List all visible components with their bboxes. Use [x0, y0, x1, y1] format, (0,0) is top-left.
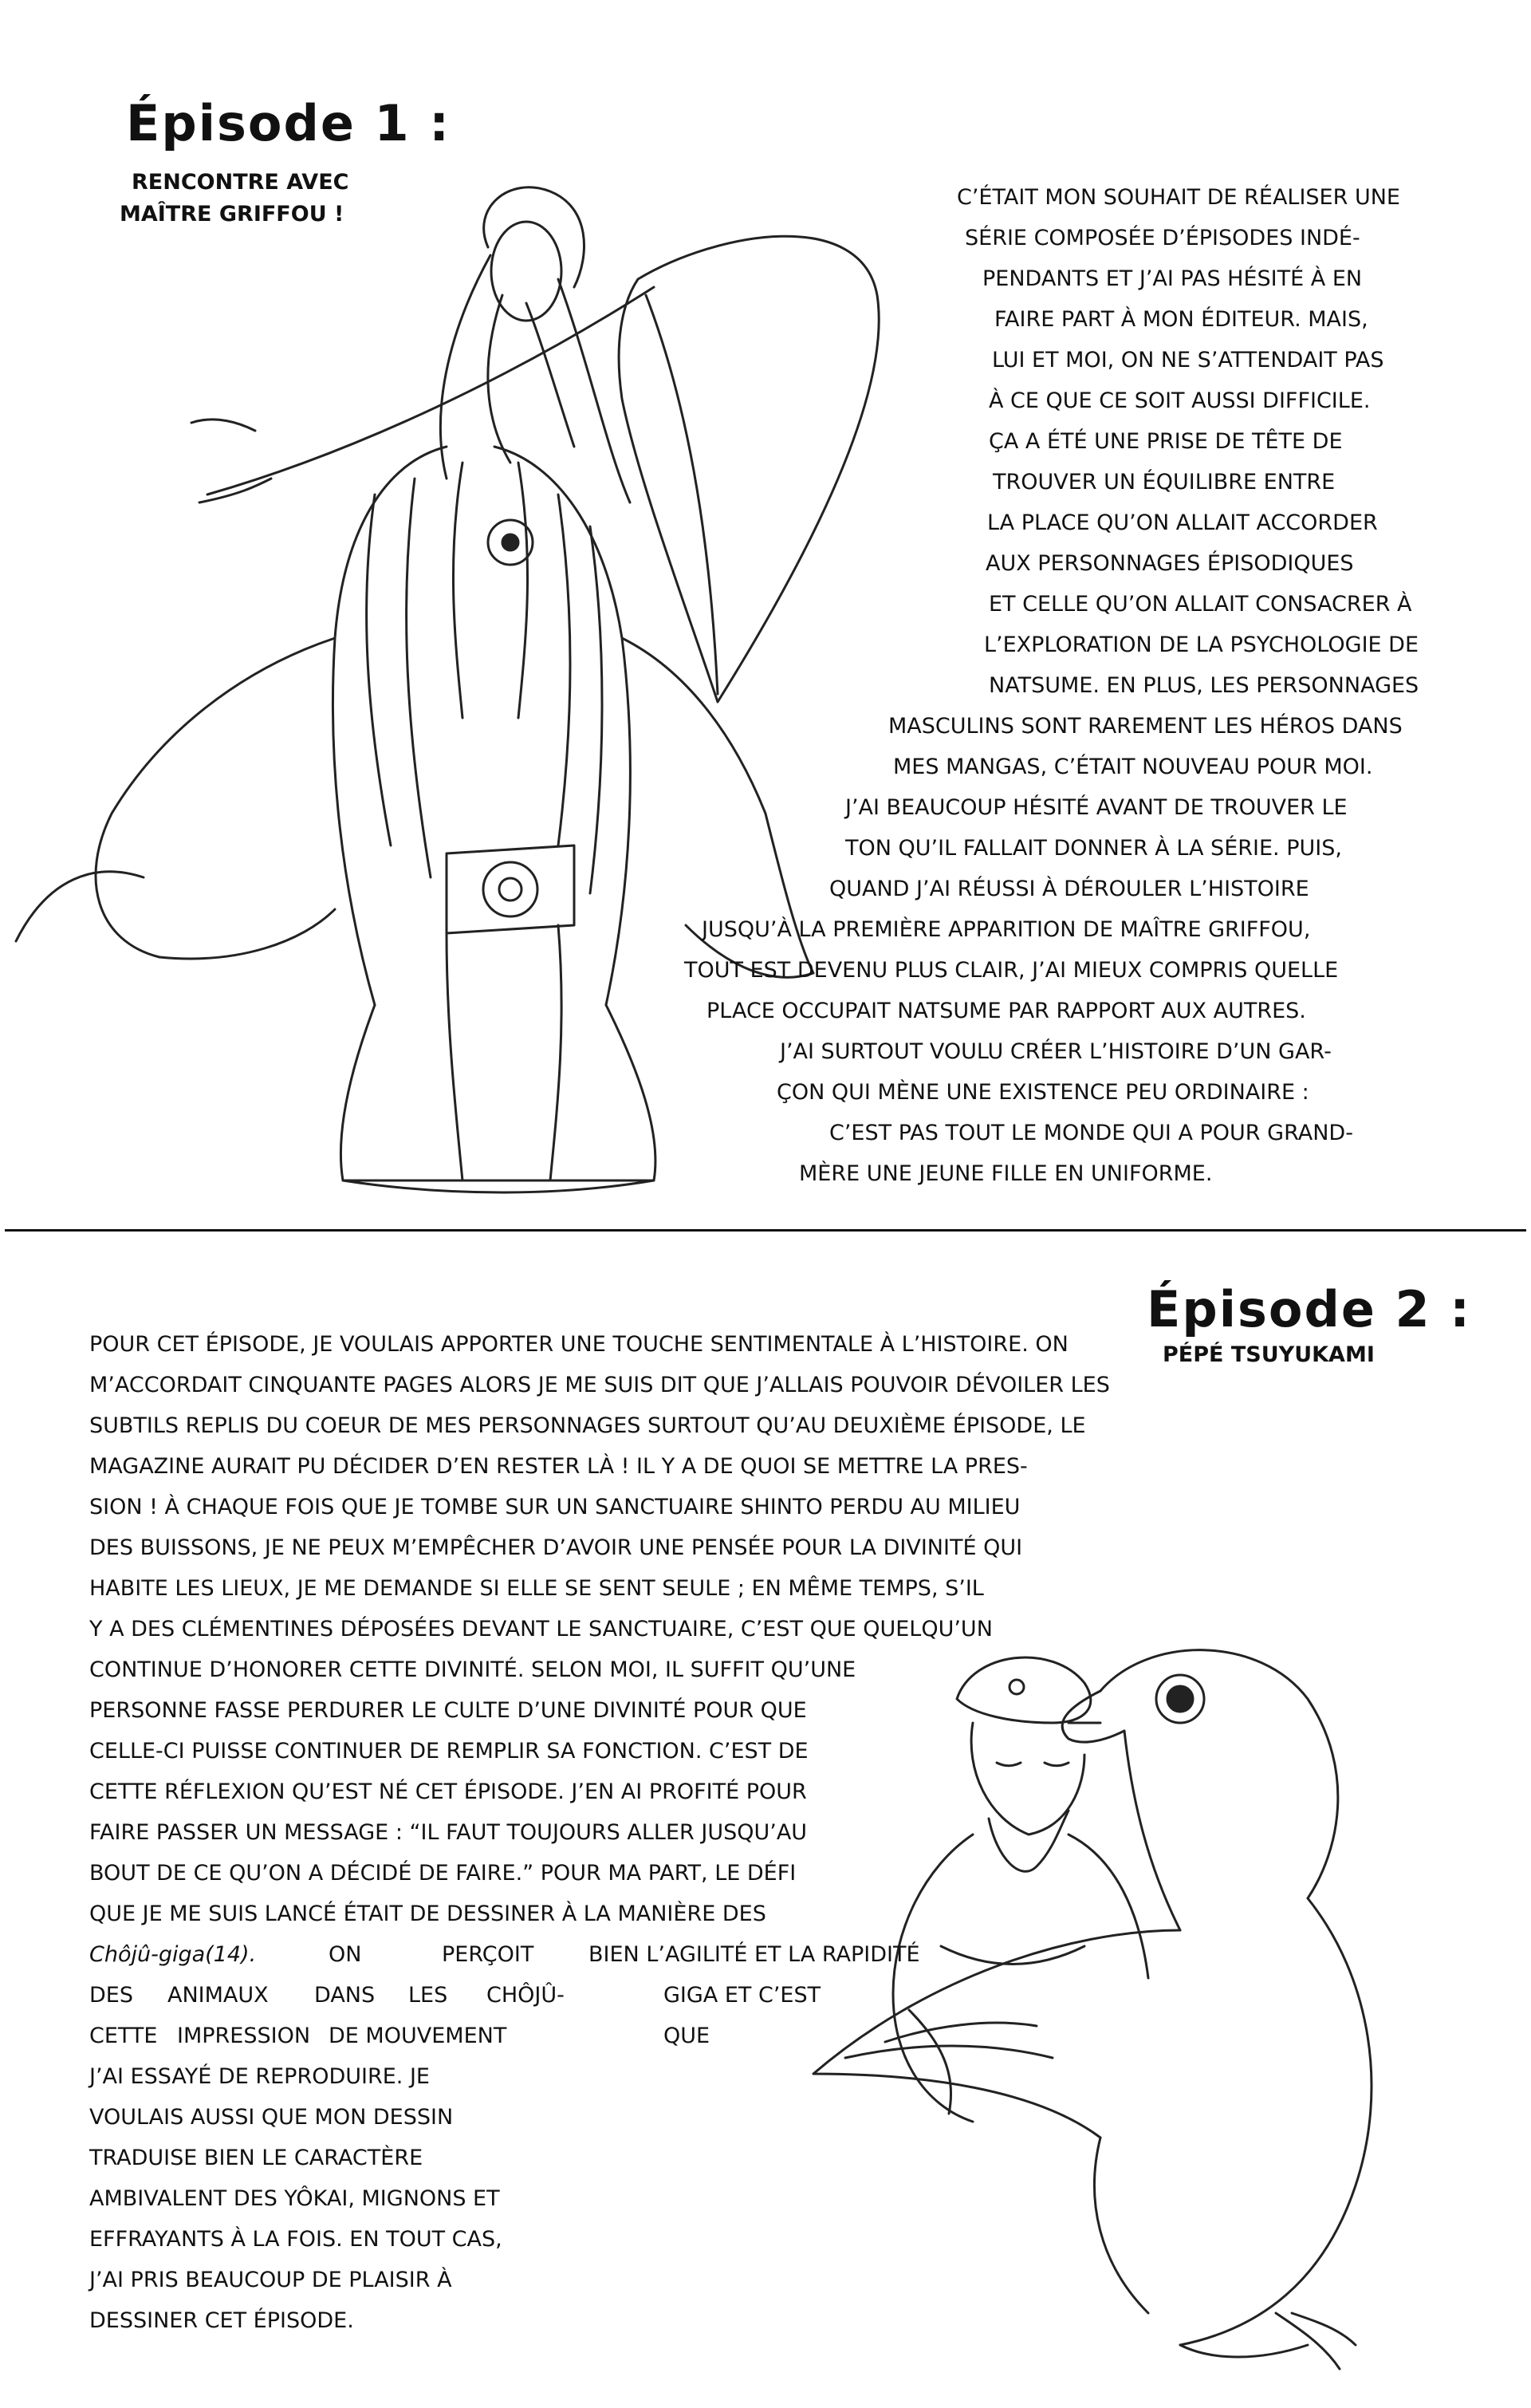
- text-fragment: GIGA ET C’EST: [663, 1983, 821, 2008]
- text-line: ÇON QUI MÈNE UNE EXISTENCE PEU ORDINAIRE :: [777, 1080, 1309, 1105]
- section-divider: [5, 1229, 1526, 1232]
- episode-2-title: Épisode 2 :: [1147, 1280, 1472, 1338]
- text-line: J’AI PRIS BEAUCOUP DE PLAISIR À: [89, 2268, 452, 2292]
- text-fragment: IMPRESSION: [177, 2024, 311, 2048]
- episode-1-subtitle-line-1: RENCONTRE AVEC: [132, 170, 349, 195]
- text-line: MASCULINS SONT RAREMENT LES HÉROS DANS: [888, 714, 1403, 739]
- text-line: LA PLACE QU’ON ALLAIT ACCORDER: [987, 510, 1378, 535]
- text-line: CELLE-CI PUISSE CONTINUER DE REMPLIR SA FONCTION. C’EST DE: [89, 1739, 809, 1764]
- yokai-woman-illustration: [0, 160, 909, 1212]
- text-line: PENDANTS ET J’AI PAS HÉSITÉ À EN: [982, 266, 1363, 291]
- text-line: ÇA A ÉTÉ UNE PRISE DE TÊTE DE: [989, 429, 1343, 454]
- text-line: MAGAZINE AURAIT PU DÉCIDER D’EN RESTER LÀ ! IL Y A DE QUOI SE METTRE LA PRES-: [89, 1454, 1028, 1479]
- text-fragment: CETTE: [89, 2024, 158, 2048]
- text-line: CONTINUE D’HONORER CETTE DIVINITÉ. SELON MOI, IL SUFFIT QU’UNE: [89, 1657, 856, 1682]
- text-line: TOUT EST DEVENU PLUS CLAIR, J’AI MIEUX COMPRIS QUELLE: [684, 958, 1339, 983]
- text-line: J’AI ESSAYÉ DE REPRODUIRE. JE: [89, 2064, 430, 2089]
- text-line: SUBTILS REPLIS DU COEUR DE MES PERSONNAGES SURTOUT QU’AU DEUXIÈME ÉPISODE, LE: [89, 1413, 1086, 1438]
- text-line: QUE JE ME SUIS LANCÉ ÉTAIT DE DESSINER À LA MANIÈRE DES: [89, 1902, 766, 1926]
- text-line: CETTE RÉFLEXION QU’EST NÉ CET ÉPISODE. J’EN AI PROFITÉ POUR: [89, 1779, 807, 1804]
- text-line: LUI ET MOI, ON NE S’ATTENDAIT PAS: [992, 348, 1384, 372]
- text-line: À CE QUE CE SOIT AUSSI DIFFICILE.: [989, 388, 1371, 413]
- text-line: C’EST PAS TOUT LE MONDE QUI A POUR GRAND-: [829, 1121, 1353, 1145]
- text-fragment: DE MOUVEMENT: [329, 2024, 507, 2048]
- text-line: PERSONNE FASSE PERDURER LE CULTE D’UNE DIVINITÉ POUR QUE: [89, 1698, 807, 1723]
- episode-2-subtitle: PÉPÉ TSUYUKAMI: [1163, 1342, 1375, 1367]
- text-line: VOULAIS AUSSI QUE MON DESSIN: [89, 2105, 454, 2130]
- text-line: M’ACCORDAIT CINQUANTE PAGES ALORS JE ME SUIS DIT QUE J’ALLAIS POUVOIR DÉVOILER LES: [89, 1373, 1110, 1397]
- text-fragment: Chôjû-giga(14).: [89, 1942, 257, 1967]
- text-line: MÈRE UNE JEUNE FILLE EN UNIFORME.: [799, 1161, 1213, 1186]
- text-line: TON QU’IL FALLAIT DONNER À LA SÉRIE. PUIS,: [845, 836, 1342, 861]
- text-line: DESSINER CET ÉPISODE.: [89, 2308, 354, 2333]
- text-fragment: CHÔJÛ-: [486, 1983, 565, 2008]
- text-line: NATSUME. EN PLUS, LES PERSONNAGES: [989, 673, 1419, 698]
- episode-1-subtitle-line-2: MAÎTRE GRIFFOU !: [120, 202, 344, 227]
- text-line: POUR CET ÉPISODE, JE VOULAIS APPORTER UNE TOUCHE SENTIMENTALE À L’HISTOIRE. ON: [89, 1332, 1069, 1357]
- text-fragment: ON: [329, 1942, 362, 1967]
- text-line: J’AI SURTOUT VOULU CRÉER L’HISTOIRE D’UN GAR-: [780, 1039, 1332, 1064]
- text-line: SÉRIE COMPOSÉE D’ÉPISODES INDÉ-: [965, 226, 1360, 250]
- text-line: C’ÉTAIT MON SOUHAIT DE RÉALISER UNE: [957, 185, 1400, 210]
- text-line: L’EXPLORATION DE LA PSYCHOLOGIE DE: [984, 633, 1419, 657]
- text-line: TRADUISE BIEN LE CARACTÈRE: [89, 2146, 423, 2170]
- episode-1-title: Épisode 1 :: [126, 94, 451, 152]
- text-fragment: DANS: [314, 1983, 376, 2008]
- text-fragment: DES: [89, 1983, 133, 2008]
- text-fragment: BIEN L’AGILITÉ ET LA RAPIDITÉ: [588, 1942, 920, 1967]
- text-line: QUAND J’AI RÉUSSI À DÉROULER L’HISTOIRE: [829, 877, 1309, 901]
- text-line: SION ! À CHAQUE FOIS QUE JE TOMBE SUR UN SANCTUAIRE SHINTO PERDU AU MILIEU: [89, 1495, 1021, 1519]
- text-line: PLACE OCCUPAIT NATSUME PAR RAPPORT AUX AUTRES.: [706, 999, 1306, 1023]
- text-line: FAIRE PASSER UN MESSAGE : “IL FAUT TOUJOURS ALLER JUSQU’AU: [89, 1820, 808, 1845]
- text-line: JUSQU’À LA PREMIÈRE APPARITION DE MAÎTRE GRIFFOU,: [702, 917, 1311, 942]
- text-line: ET CELLE QU’ON ALLAIT CONSACRER À: [989, 592, 1412, 617]
- text-line: DES BUISSONS, JE NE PEUX M’EMPÊCHER D’AVOIR UNE PENSÉE POUR LA DIVINITÉ QUI: [89, 1535, 1023, 1560]
- text-fragment: ANIMAUX: [167, 1983, 269, 2008]
- text-fragment: QUE: [663, 2024, 710, 2048]
- text-fragment: PERÇOIT: [442, 1942, 534, 1967]
- text-line: HABITE LES LIEUX, JE ME DEMANDE SI ELLE SE SENT SEULE ; EN MÊME TEMPS, S’IL: [89, 1576, 984, 1601]
- text-line: EFFRAYANTS À LA FOIS. EN TOUT CAS,: [89, 2227, 502, 2252]
- text-line: J’AI BEAUCOUP HÉSITÉ AVANT DE TROUVER LE: [845, 795, 1348, 820]
- text-line: MES MANGAS, C’ÉTAIT NOUVEAU POUR MOI.: [893, 755, 1373, 779]
- text-fragment: LES: [408, 1983, 448, 2008]
- text-line: AUX PERSONNAGES ÉPISODIQUES: [986, 551, 1354, 576]
- text-line: BOUT DE CE QU’ON A DÉCIDÉ DE FAIRE.” POUR MA PART, LE DÉFI: [89, 1861, 797, 1886]
- text-line: TROUVER UN ÉQUILIBRE ENTRE: [993, 470, 1336, 495]
- text-line: Y A DES CLÉMENTINES DÉPOSÉES DEVANT LE SANCTUAIRE, C’EST QUE QUELQU’UN: [89, 1617, 993, 1641]
- text-line: FAIRE PART À MON ÉDITEUR. MAIS,: [994, 307, 1368, 332]
- text-line: AMBIVALENT DES YÔKAI, MIGNONS ET: [89, 2186, 500, 2211]
